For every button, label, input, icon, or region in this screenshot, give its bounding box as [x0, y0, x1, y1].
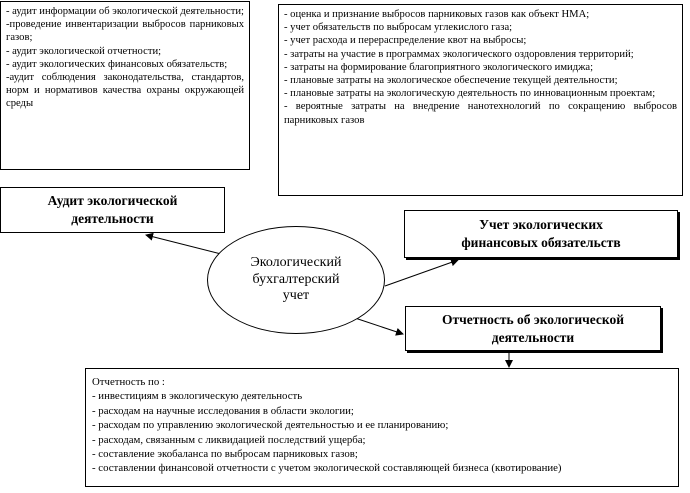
center-label: [251, 255, 342, 305]
audit-title-box: [0, 187, 225, 233]
obligations-title: [461, 216, 620, 252]
reporting-item: - расходам по управлению экологической деятельностью и ее планированию;: [92, 419, 449, 432]
obligations-item: - учет обязательств по выбросам углекислого газа;: [284, 22, 513, 34]
center-ellipse: [207, 226, 385, 334]
reporting-item: - расходам, связанным с ликвидацией последствий ущерба;: [92, 433, 366, 446]
audit-item: - аудит информации об экологической деятельности;: [6, 6, 244, 17]
obligations-item: - оценка и признание выбросов парниковых газов как объект НМА;: [284, 9, 590, 20]
reporting-items-box: [85, 368, 679, 487]
audit-item: -аудит соблюдения законодательства, стандартов, норм и нормативов качества охраны окружающей среды: [6, 72, 244, 110]
audit-items-box: [0, 1, 250, 170]
audit-item: - аудит экологических финансовых обязательств;: [6, 58, 228, 70]
obligations-item: - затраты на участие в программах экологического оздоровления территорий;: [284, 48, 634, 60]
reporting-title: [442, 311, 624, 347]
reporting-title-line1: Отчетность об экологической: [441, 311, 625, 327]
reporting-title-box: [405, 306, 661, 351]
audit-title-line1: Аудит экологической: [47, 193, 178, 208]
obligations-item: - затраты на формирование благоприятного экологического имиджа;: [284, 61, 594, 73]
audit-title: [48, 192, 178, 228]
reporting-title-line2: деятельности: [491, 329, 575, 345]
obligations-title-line1: Учет экологических: [479, 217, 603, 232]
reporting-item: - расходам на научные исследования в области экологии;: [92, 404, 354, 417]
center-line3: учет: [282, 288, 310, 304]
arrow-to-obligations: [385, 260, 458, 286]
obligations-title-line2: финансовых обязательств: [461, 235, 621, 250]
reporting-item: - составлении финансовой отчетности с учетом экологической составляющей бизнеса (квотирование): [92, 462, 562, 475]
reporting-item: - инвестициям в экологическую деятельность: [92, 390, 303, 403]
arrow-to-reporting: [355, 318, 403, 334]
arrow-to-audit: [146, 235, 229, 256]
obligations-title-box: [404, 210, 678, 258]
obligations-items-box: [278, 4, 683, 196]
reporting-intro: Отчетность по :: [92, 376, 165, 388]
audit-title-line2: деятельности: [71, 211, 154, 226]
center-line1: Экологический: [250, 255, 342, 271]
center-line2: бухгалтерский: [252, 271, 340, 287]
obligations-item: - учет расхода и перераспределение квот на выбросы;: [284, 35, 527, 47]
audit-item: - аудит экологической отчетности;: [6, 45, 162, 57]
obligations-item: - плановые затраты на экологическое обеспечение текущей деятельности;: [284, 75, 618, 87]
reporting-item: - составление экобаланса по выбросам парниковых газов;: [92, 448, 358, 461]
obligations-item: - вероятные затраты на внедрение нанотехнологий по сокращению выбросов парниковых газов: [284, 101, 677, 126]
audit-item: -проведение инвентаризации выбросов парниковых газов;: [6, 19, 244, 44]
obligations-item: - плановые затраты на экологическую деятельность по инновационным проектам;: [284, 88, 656, 100]
